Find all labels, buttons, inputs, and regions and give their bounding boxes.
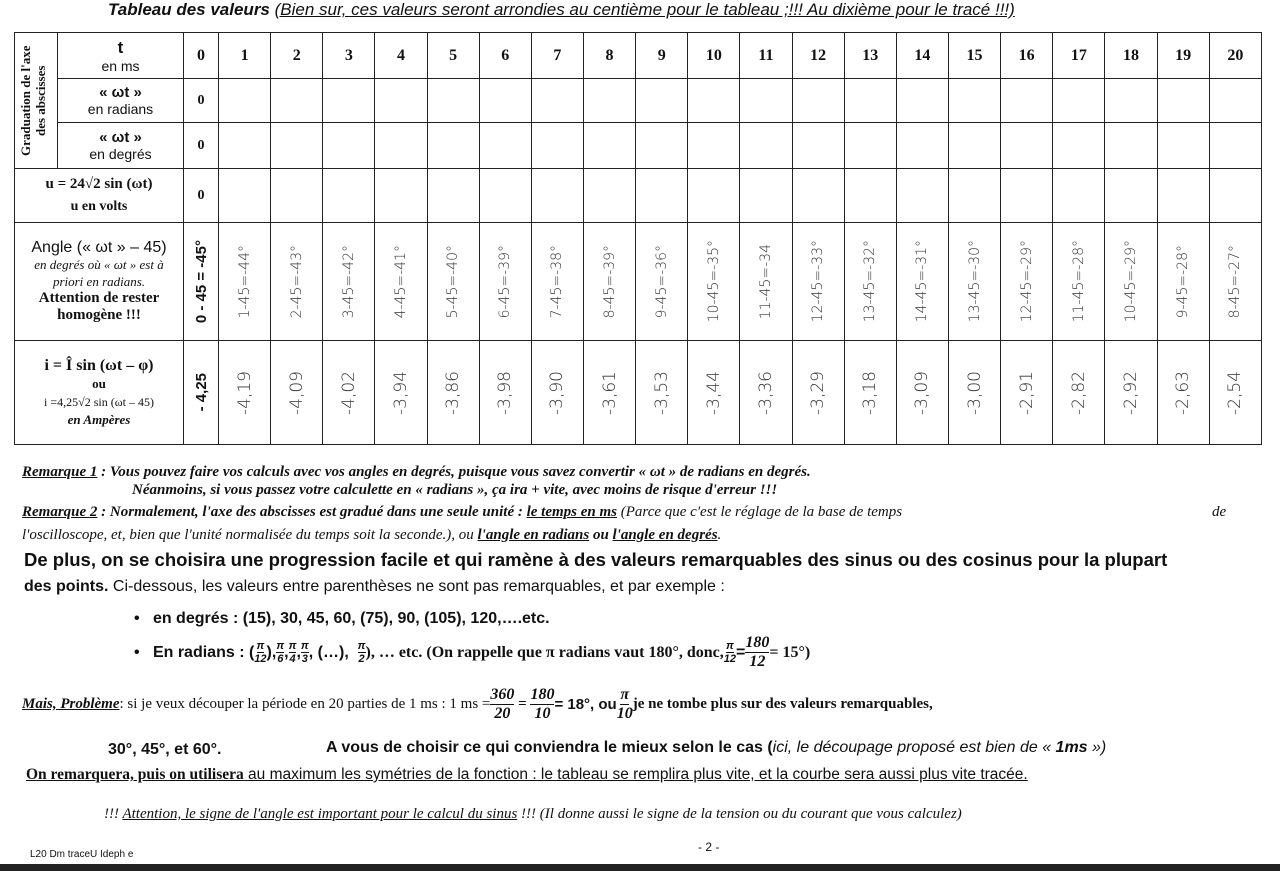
angle-value: 13-45=-30° (966, 240, 983, 323)
row-unit: en radians (87, 101, 154, 117)
footer-ref: L20 Dm traceU Ideph e (30, 849, 134, 860)
angle-value: 12-45=-33° (810, 240, 827, 323)
rad-end: = 15°) (769, 643, 811, 661)
angle-value: 13-45=-32° (862, 240, 879, 323)
row-label: « ωt » (99, 84, 142, 101)
column-value: 19 (1175, 46, 1192, 64)
rad-label: En radians : ( (152, 643, 255, 661)
probleme-line: Mais, Problème : si je veux découper la période en 20 parties de 1 ms : 1 ms = $\frac{360}{20}$ = $\frac{180}{10}$ = 18°, ou $\frac{\pi}{10}$ je ne tombe plus sur des valeurs remarquables, (22, 686, 933, 722)
row-unit: en ms (101, 57, 140, 74)
frac-den: 6 (277, 653, 284, 665)
current-value: -2,82 (1068, 370, 1089, 415)
column-value: 16 (1018, 46, 1035, 64)
choice-line (326, 739, 1106, 757)
frac-num: 180 (745, 634, 770, 651)
angle-value: 11-45=-34 (757, 243, 774, 320)
frac-num: 360 (490, 686, 515, 703)
symetrie-a: On remarquera, puis on utilisera (26, 766, 244, 783)
title-note: (Bien sur, ces valeurs seront arrondies au centième pour le tableau ;!!! Au dixième pour le tracé !!!) (274, 0, 1015, 19)
angle-value: 6-45=-39° (497, 244, 514, 319)
first-value: 0 (197, 92, 205, 108)
current-value: -3,36 (755, 370, 776, 415)
probleme-eq18: = 18°, ou (554, 696, 617, 713)
column-value: 20 (1227, 46, 1244, 64)
first-value: 0 (197, 137, 205, 153)
probleme-text: : si je veux découper la période en 20 parties de 1 ms : 1 ms = (119, 696, 491, 712)
column-value: 5 (449, 46, 458, 64)
column-value: 11 (758, 46, 774, 64)
frac-den: 12 (723, 653, 737, 665)
row-label: i = Î sin (ωt – φ) (44, 356, 154, 374)
column-value: 9 (657, 46, 666, 64)
current-value: -3,18 (860, 370, 881, 415)
frac-num: π (725, 640, 734, 652)
current-value: -4,02 (338, 370, 359, 415)
choice-b: A vous de choisir ce qui conviendra le mieux selon le cas ( (326, 739, 773, 756)
column-value: 1 (240, 46, 249, 64)
frac-num: π (276, 640, 285, 652)
current-value: -2,91 (1016, 370, 1037, 415)
plus-normal: Ci-dessous, les valeurs entre parenthèses ne sont pas remarquables, et par exemple : (108, 578, 725, 595)
current-value: -3,29 (808, 370, 829, 415)
current-value: -3,09 (912, 370, 933, 415)
frac-den: 2 (358, 653, 365, 665)
frac-den: 20 (494, 705, 511, 722)
column-value: 15 (966, 46, 983, 64)
angle-value: 7-45=-38° (549, 244, 566, 319)
column-value: 12 (810, 46, 827, 64)
row-or: ou (92, 375, 106, 391)
remark-1-line2: Néanmoins, si vous passez votre calculette en « radians », ça ira + vite, avec moins de risque d'erreur !!! (132, 482, 778, 498)
remark-2 (22, 504, 902, 521)
probleme-label: Mais, Problème (22, 696, 120, 712)
frac-den: 4 (289, 653, 296, 665)
row-note: en degrés où « ωt » est à priori en radians. (34, 257, 164, 289)
remark-1-label: Remarque 1 (22, 464, 98, 480)
column-value: 7 (553, 46, 562, 64)
current-value: -3,44 (703, 370, 724, 415)
first-value: - 4,25 (192, 373, 210, 412)
dots: (…) (317, 643, 345, 661)
current-value: -2,54 (1225, 370, 1246, 415)
remark-2-text: : Normalement, l'axe des abscisses est gradué dans une seule unité : (97, 504, 527, 520)
frac-num: π (256, 640, 265, 652)
plus-bold2: des points. (24, 578, 109, 595)
remark-2-line2a: l'oscilloscope, et, bien que l'unité normalisée du temps soit la seconde.), ou (22, 527, 478, 543)
angle-value: 9-45=-28° (1175, 244, 1192, 319)
remark-2-text2: (Parce que c'est le réglage de la base de temps (617, 504, 903, 520)
frac-num: π (620, 686, 630, 703)
symetrie-b: au maximum les symétries de la fonction : le tableau se remplira plus vite, et la courbe sera aussi plus vite tracée. (243, 766, 1028, 783)
current-value: -3,90 (547, 370, 568, 415)
attention-c: !!! (Il donne aussi le signe de la tension ou du courant que vous calculez) (517, 806, 962, 822)
current-value: -2,92 (1120, 370, 1141, 415)
group-label: Graduation de l'axe des abscisses (18, 45, 48, 156)
remark-2-u3: l'angle en degrés (612, 527, 718, 543)
column-value: 10 (705, 46, 722, 64)
frac-den: 3 (301, 653, 308, 665)
remark-2-label: Remarque 2 (22, 504, 98, 520)
current-value: -2,63 (1173, 370, 1194, 415)
page-number: - 2 - (698, 840, 720, 854)
row-unit: u en volts (70, 199, 128, 214)
angle-value: 10-45=-29° (1122, 240, 1139, 323)
frac-num: 180 (530, 686, 555, 703)
remark-1 (22, 464, 811, 481)
row-label: u = 24√2 sin (ωt) (45, 176, 153, 192)
column-value: 18 (1122, 46, 1139, 64)
frac-den: 10 (534, 705, 551, 722)
scan-edge (0, 864, 1280, 871)
bullet-degres: • en degrés : (15), 30, 45, 60, (75), 90, (105), 120,….etc. (134, 610, 550, 627)
angle-value: 9-45=-36° (653, 244, 670, 319)
angle-value: 4-45=-41° (392, 244, 409, 319)
remark-2-end: . (717, 527, 722, 543)
row-formula: i =4,25√2 sin (ωt – 45) (44, 394, 154, 409)
column-value: 14 (914, 46, 931, 64)
remark-2-or: ou (589, 527, 613, 543)
plus-line2 (24, 578, 725, 596)
remark-2-line2 (22, 527, 721, 544)
symetrie-line (26, 766, 1028, 784)
current-value: -3,94 (390, 370, 411, 415)
current-value: -4,19 (234, 370, 255, 415)
current-value: -3,98 (495, 370, 516, 415)
frac-num: π (288, 640, 297, 652)
first-value: 0 - 45 = -45° (192, 239, 210, 324)
column-value: 8 (605, 46, 614, 64)
current-value: -3,86 (443, 370, 464, 415)
row-label: « ωt » (99, 129, 142, 146)
remark-2-u1: le temps en ms (526, 504, 618, 520)
rad-mid: ), … etc. (On rappelle que π radians vaut 180°, donc, (365, 643, 724, 661)
column-value: 3 (344, 46, 353, 64)
angle-value: 8-45=-27° (1227, 244, 1244, 319)
remark-2-u2: l'angle en radians (477, 527, 590, 543)
angle-value: 8-45=-39° (601, 244, 618, 319)
angle-value: 11-45=-28° (1070, 240, 1087, 323)
angle-value: 5-45=-40° (445, 244, 462, 319)
current-value: -3,53 (651, 370, 672, 415)
row-unit: en Ampères (67, 411, 131, 427)
probleme-end: je ne tombe plus sur des valeurs remarquables, (632, 696, 933, 712)
column-value: 6 (501, 46, 510, 64)
angles-note: 30°, 45°, et 60°. (108, 741, 222, 758)
remark-1-text: : Vous pouvez faire vos calculs avec vos angles en degrés, puisque vous savez convertir « ωt » de radians en degrés. (97, 464, 811, 480)
column-value: 4 (396, 46, 405, 64)
row-label: t (117, 37, 124, 57)
choice-c: ici, le découpage proposé est bien de « (772, 739, 1056, 756)
angle-value: 1-45=-44° (236, 244, 253, 319)
choice-d: 1ms (1055, 739, 1088, 756)
angle-value: 12-45=-29° (1018, 240, 1035, 323)
row-warning: Attention de rester homogène !!! (38, 290, 160, 323)
bullet-radians: • En radians : ( $\frac{\pi}{12}$ ), $\frac{\pi}{6}$ , $\frac{\pi}{4}$ , $\frac{\pi}{3}$ , (…) , $\frac{\pi}{2}$ ), … etc. (On rappelle que π radians vaut 180°, donc, $\frac{\pi}{12}$ = $\frac{180}{12}$ = 15°) (134, 634, 811, 670)
row-unit: en degrés (89, 146, 152, 162)
frac-den: 12 (749, 653, 766, 670)
angle-value: 10-45=-35° (705, 240, 722, 323)
current-value: -3,00 (964, 370, 985, 415)
frac-num: π (300, 640, 309, 652)
attention-b: Attention, le signe de l'angle est important pour le calcul du sinus (122, 806, 518, 822)
column-value: 17 (1070, 46, 1087, 64)
choice-e: ») (1087, 739, 1107, 756)
plus-heading: De plus, on se choisira une progression facile et qui ramène à des valeurs remarquables des sinus ou des cosinus pour la plupart (24, 549, 1168, 570)
first-value: 0 (197, 187, 205, 203)
row-label: Angle (« ωt » – 45) (31, 239, 167, 256)
frac-num: π (357, 640, 366, 652)
angle-value: 3-45=-42° (340, 244, 357, 319)
frac-den: 10 (616, 705, 633, 722)
column-value: 2 (292, 46, 301, 64)
attention-a: !!! (104, 806, 123, 822)
bullet-degres-text: en degrés : (15), 30, 45, 60, (75), 90, (105), 120,….etc. (152, 610, 550, 627)
current-value: -3,61 (599, 370, 620, 415)
column-value: 13 (862, 46, 879, 64)
frac-den: 12 (254, 653, 267, 665)
remark-2-de: de (1212, 504, 1227, 520)
current-value: -4,09 (286, 370, 307, 415)
title-text: Tableau des valeurs (108, 0, 275, 19)
angle-value: 2-45=-43° (288, 244, 305, 319)
attention-line (104, 806, 962, 823)
column-value: 0 (197, 46, 205, 64)
angle-value: 14-45=-31° (914, 240, 931, 323)
